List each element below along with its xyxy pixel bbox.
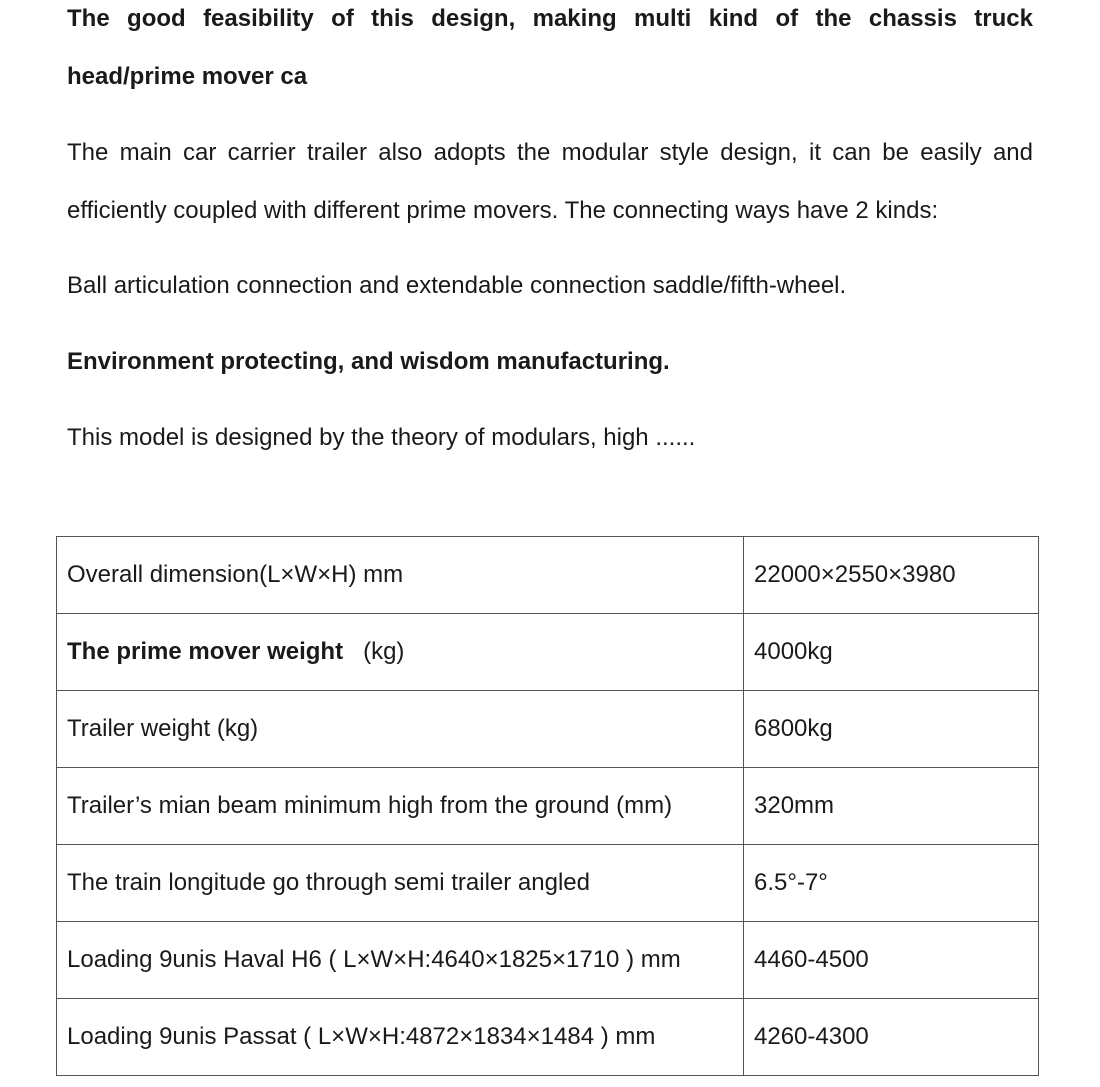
table-row xyxy=(57,614,1039,691)
spec-label: Loading 9unis Passat ( L×W×H:4872×1834×1484 ) mm xyxy=(57,999,744,1076)
spec-value: 22000×2550×3980 xyxy=(744,537,1039,614)
section-heading-environment: Environment protecting, and wisdom manufacturing. xyxy=(67,348,670,375)
paragraph-line-2: efficiently coupled with different prime movers. The connecting ways have 2 kinds: xyxy=(67,197,939,224)
spec-value: 6800kg xyxy=(744,691,1039,768)
spec-label: Trailer’s mian beam minimum high from the ground (mm) xyxy=(57,768,744,845)
table-row xyxy=(57,922,1039,999)
table-row xyxy=(57,999,1039,1076)
spec-label-bold: The prime mover weight xyxy=(67,638,344,665)
spec-label: Loading 9unis Haval H6 ( L×W×H:4640×1825×1710 ) mm xyxy=(57,922,744,999)
heading-line-2: head/prime mover ca xyxy=(67,63,308,90)
paragraph-connection-types: Ball articulation connection and extendable connection saddle/fifth-wheel. xyxy=(67,272,847,299)
heading-line-1: The good feasibility of this design, making multi kind of the chassis truck xyxy=(67,5,1033,32)
spec-label xyxy=(57,614,744,691)
paragraph-modular-design xyxy=(67,124,1033,240)
spec-value: 6.5°-7° xyxy=(744,845,1039,922)
table-row xyxy=(57,845,1039,922)
spec-label-unit: (kg) xyxy=(363,638,405,665)
section-heading-feasibility xyxy=(67,0,1033,106)
spec-value: 4460-4500 xyxy=(744,922,1039,999)
spec-value: 320mm xyxy=(744,768,1039,845)
spec-label: Overall dimension(L×W×H) mm xyxy=(57,537,744,614)
spec-label: Trailer weight (kg) xyxy=(57,691,744,768)
paragraph-model-theory: This model is designed by the theory of modulars, high ...... xyxy=(67,424,696,451)
table-row xyxy=(57,691,1039,768)
spec-value: 4260-4300 xyxy=(744,999,1039,1076)
specification-table xyxy=(56,536,1039,1076)
spec-label: The train longitude go through semi trailer angled xyxy=(57,845,744,922)
table-row xyxy=(57,768,1039,845)
table-row xyxy=(57,537,1039,614)
paragraph-line-1: The main car carrier trailer also adopts the modular style design, it can be easily and xyxy=(67,139,1033,166)
spec-value: 4000kg xyxy=(744,614,1039,691)
